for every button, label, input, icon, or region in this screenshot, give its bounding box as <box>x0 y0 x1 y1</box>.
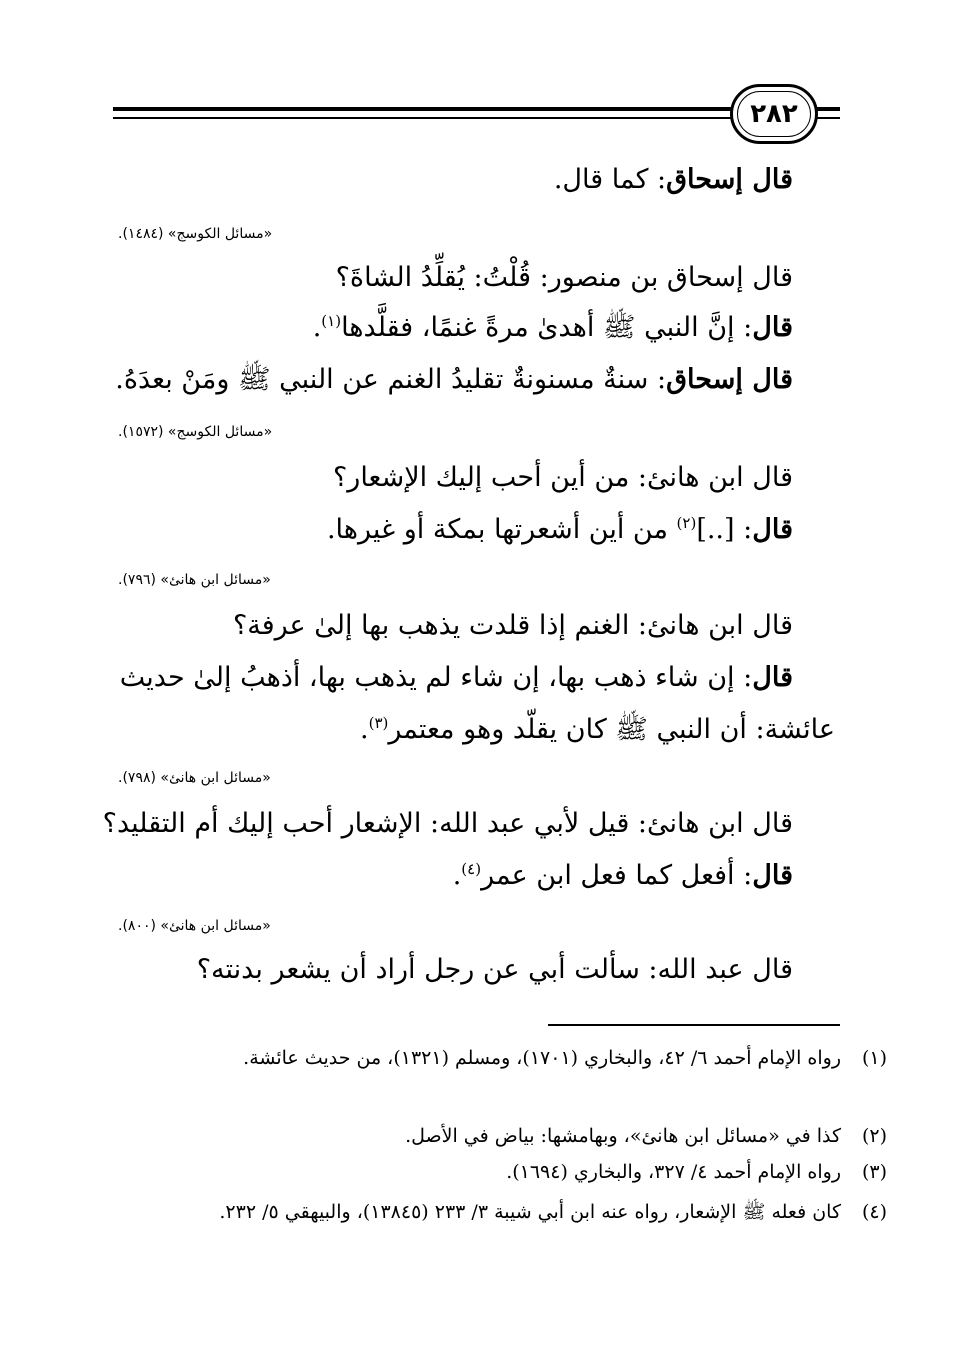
header-rule-right-thin <box>815 117 840 119</box>
text-line <box>554 160 793 200</box>
speaker: قال <box>752 860 793 891</box>
text-line <box>197 950 793 990</box>
header-rule-right <box>815 107 840 111</box>
line-text: : كما قال. <box>553 164 667 195</box>
footnote <box>118 1120 887 1152</box>
line-text: : أفعل كما فعل ابن عمر <box>481 860 753 891</box>
line-tail: من أين أشعرتها بمكة أو غيرها. <box>326 514 677 545</box>
line-text: قال إسحاق بن منصور: قُلْتُ: يُقلِّدُ الشاةَ؟ <box>335 262 793 293</box>
line-text: : إنَّ النبي ﷺ أهدىٰ مرةً غنمًا، فقلَّدها <box>341 312 753 343</box>
line-tail: . <box>452 860 462 891</box>
header-rule-thick <box>113 107 733 111</box>
text-line <box>333 458 793 498</box>
footnote-number: (٣) <box>861 1161 887 1183</box>
speaker: قال <box>752 514 793 545</box>
text-line <box>120 658 793 698</box>
footnote-number: (١) <box>861 1047 887 1069</box>
footnote <box>118 1156 887 1188</box>
footnote-separator <box>548 1024 840 1026</box>
line-text: قال عبد الله: سألت أبي عن رجل أراد أن يشعر بدنته؟ <box>196 954 793 985</box>
source-citation: «مسائل ابن هانئ» (٨٠٠). <box>118 918 271 934</box>
line-text: : سنةٌ مسنونةٌ تقليدُ الغنم عن النبي ﷺ ومَنْ بعدَهُ. <box>115 364 667 395</box>
line-text: : إن شاء ذهب بها، إن شاء لم يذهب بها، أذهبُ إلىٰ حديث <box>119 662 753 693</box>
line-tail: . <box>312 312 322 343</box>
line-tail: . <box>360 714 369 745</box>
text-line <box>233 606 793 646</box>
line-text: قال ابن هانئ: الغنم إذا قلدت يذهب بها إلىٰ عرفة؟ <box>232 610 793 641</box>
footnote-number: (٢) <box>861 1125 887 1147</box>
speaker: قال إسحاق <box>666 164 793 195</box>
footnote-text: رواه الإمام أحمد ٤/ ٣٢٧، والبخاري (١٦٩٤). <box>506 1161 841 1183</box>
line-text: عائشة: أن النبي ﷺ كان يقلّد وهو معتمر <box>388 714 835 745</box>
footnote <box>118 1042 887 1074</box>
footnote-text: كذا في «مسائل ابن هانئ»، وبهامشها: بياض في الأصل. <box>405 1125 841 1147</box>
footnote-marker: (٢) <box>676 514 697 532</box>
text-line <box>327 510 793 550</box>
speaker: قال إسحاق <box>666 364 793 395</box>
text-line <box>103 804 793 844</box>
footnote-number: (٤) <box>861 1201 887 1223</box>
line-text: قال ابن هانئ: من أين أحب إليك الإشعار؟ <box>332 462 793 493</box>
page-number: ٢٨٢ <box>750 99 798 129</box>
text-line <box>313 308 793 348</box>
source-citation: «مسائل ابن هانئ» (٧٩٦). <box>118 572 271 588</box>
footnote-marker: (٣) <box>368 714 389 732</box>
text-line <box>453 856 793 896</box>
text-line <box>336 258 793 298</box>
line-text: قال ابن هانئ: قيل لأبي عبد الله: الإشعار أحب إليك أم التقليد؟ <box>102 808 793 839</box>
footnote-text: رواه الإمام أحمد ٦/ ٤٢، والبخاري (١٧٠١)، ومسلم (١٣٢١)، من حديث عائشة. <box>243 1047 841 1069</box>
source-citation: «مسائل ابن هانئ» (٧٩٨). <box>118 770 271 786</box>
text-line <box>360 710 835 750</box>
line-text: : [..] <box>696 514 753 545</box>
footnote-text: كان فعله ﷺ الإشعار، رواه عنه ابن أبي شيبة ٣/ ٢٣٣ (١٣٨٤٥)، والبيهقي ٥/ ٢٣٢. <box>219 1201 841 1223</box>
text-line <box>115 360 793 400</box>
footnote <box>118 1196 887 1228</box>
footnote-marker: (٤) <box>461 860 482 878</box>
source-citation: «مسائل الكوسج» (١٤٨٤). <box>118 226 273 242</box>
footnote-marker: (١) <box>321 312 342 330</box>
header-rule-thin <box>113 117 733 119</box>
source-citation: «مسائل الكوسج» (١٥٧٢). <box>118 424 273 440</box>
speaker: قال <box>752 662 793 693</box>
speaker: قال <box>752 312 793 343</box>
page-number-badge <box>730 84 818 144</box>
